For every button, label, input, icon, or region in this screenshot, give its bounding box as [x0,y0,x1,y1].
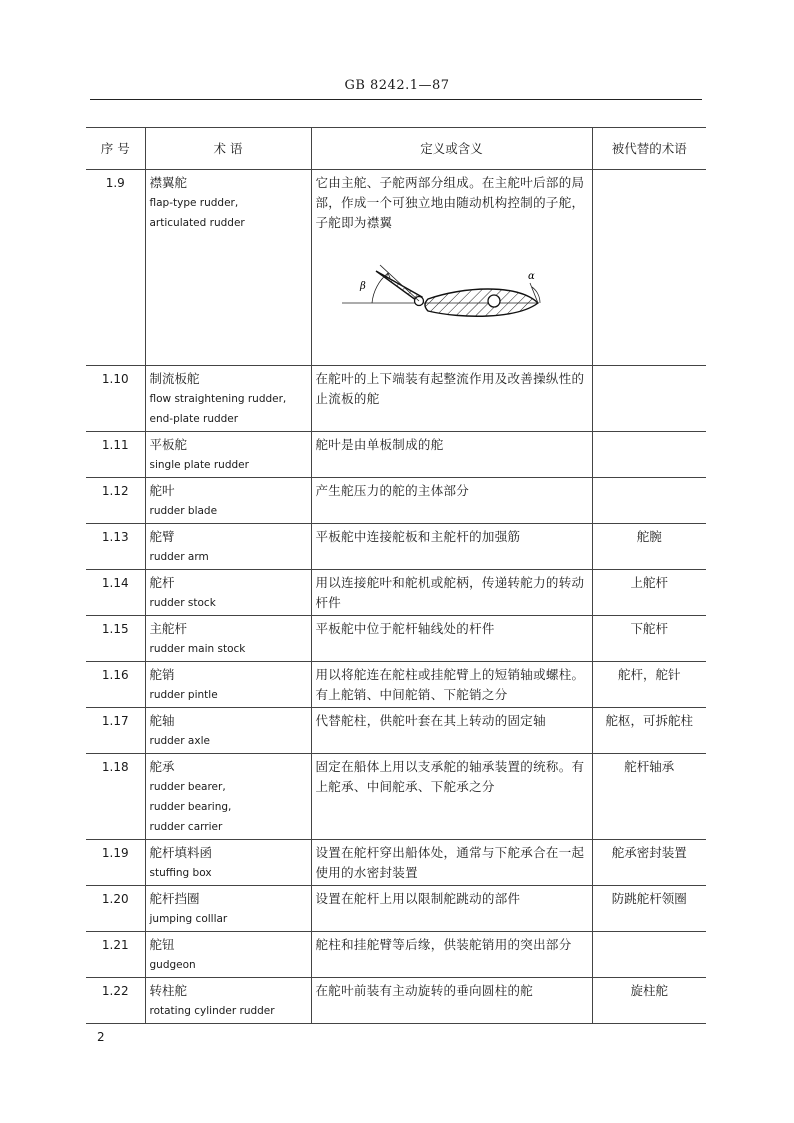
row-definition: 平板舵中位于舵杆轴线处的杆件 [311,616,592,662]
term-en: flap-type rudder, [149,197,239,209]
term-zh: 舵轴 [149,713,175,728]
row-no: 1.18 [86,754,145,840]
term-zh: 舵叶 [149,483,175,498]
term-zh: 舵钮 [149,937,175,952]
table-row [86,432,706,478]
terms-table [86,127,706,1024]
table-row [86,840,706,886]
row-definition: 在舵叶前装有主动旋转的垂向圆柱的舵 [311,978,592,1024]
row-replaced: 舵承密封装置 [592,840,706,886]
row-no: 1.20 [86,886,145,932]
term-en: gudgeon [149,959,196,971]
term-zh: 平板舵 [149,437,188,452]
row-no: 1.11 [86,432,145,478]
term-zh: 舵臂 [149,529,175,544]
row-definition: 用以连接舵叶和舵机或舵柄，传递转舵力的转动杆件 [311,570,592,616]
term-en: rudder bearing, [149,801,232,813]
row-replaced: 防跳舵杆领圈 [592,886,706,932]
term-zh: 舵承 [149,759,175,774]
row-term [145,524,311,570]
row-replaced [592,170,706,366]
term-en: rudder carrier [149,821,223,833]
row-definition: 设置在舵杆穿出船体处，通常与下舵承合在一起使用的水密封装置 [311,840,592,886]
standard-code-header: GB 8242.1—87 [344,78,450,93]
table-row [86,754,706,840]
row-definition: 用以将舵连在舵柱或挂舵臂上的短销轴或螺柱。有上舵销、中间舵销、下舵销之分 [311,662,592,708]
term-en: rudder axle [149,735,210,747]
row-term [145,570,311,616]
term-en: single plate rudder [149,459,249,471]
row-term [145,840,311,886]
row-replaced: 舵枢，可拆舵柱 [592,708,706,754]
row-definition [311,170,592,366]
row-definition: 产生舵压力的舵的主体部分 [311,478,592,524]
row-definition: 固定在船体上用以支承舵的轴承装置的统称。有上舵承、中间舵承、下舵承之分 [311,754,592,840]
row-no: 1.14 [86,570,145,616]
table-row [86,616,706,662]
row-term [145,708,311,754]
row-definition: 代替舵柱，供舵叶套在其上转动的固定轴 [311,708,592,754]
term-zh: 制流板舵 [149,371,200,386]
row-term [145,886,311,932]
row-definition: 舵叶是由单板制成的舵 [311,432,592,478]
flap-rudder-figure [342,261,542,333]
table-row [86,170,706,366]
row-replaced: 下舵杆 [592,616,706,662]
term-en: flow straightening rudder, [149,393,287,405]
term-zh: 襟翼舵 [149,175,188,190]
row-replaced [592,478,706,524]
row-no: 1.17 [86,708,145,754]
table-row [86,524,706,570]
term-zh: 转柱舵 [149,983,188,998]
term-en: rudder bearer, [149,781,226,793]
row-replaced: 舵杆轴承 [592,754,706,840]
row-replaced [592,432,706,478]
table-row [86,570,706,616]
row-term [145,616,311,662]
table-row [86,366,706,432]
row-replaced: 舵腕 [592,524,706,570]
row-replaced: 上舵杆 [592,570,706,616]
row-replaced [592,366,706,432]
table-row [86,662,706,708]
term-en: end-plate rudder [149,413,239,425]
row-definition: 舵柱和挂舵臂等后缘，供装舵销用的突出部分 [311,932,592,978]
main-rudder-shape [425,289,538,316]
table-row [86,478,706,524]
page-number: 2 [97,1030,105,1044]
rudder-stock-circle [488,295,500,307]
table-row [86,708,706,754]
row-definition: 在舵叶的上下端装有起整流作用及改善操纵性的止流板的舵 [311,366,592,432]
row-no: 1.12 [86,478,145,524]
term-en: stuffing box [149,867,212,879]
term-en: jumping colllar [149,913,228,925]
term-zh: 舵销 [149,667,175,682]
row-term [145,366,311,432]
table-row [86,978,706,1024]
row-replaced [592,932,706,978]
row-replaced: 舵杆，舵针 [592,662,706,708]
row-term [145,432,311,478]
row-no: 1.22 [86,978,145,1024]
row-definition: 设置在舵杆上用以限制舵跳动的部件 [311,886,592,932]
definition-text: 它由主舵、子舵两部分组成。在主舵叶后部的局部，作成一个可独立地由随动机构控制的子舵，子舵即为襟翼 [315,175,585,230]
term-en: rudder stock [149,597,216,609]
row-definition: 平板舵中连接舵板和主舵杆的加强筋 [311,524,592,570]
row-no: 1.10 [86,366,145,432]
term-zh: 舵杆挡圈 [149,891,200,906]
term-en: rotating cylinder rudder [149,1005,275,1017]
alpha-label: α [527,271,535,282]
term-en: rudder arm [149,551,209,563]
beta-label: β [359,281,366,292]
header-term: 术 语 [145,128,311,170]
table-row [86,932,706,978]
row-term [145,754,311,840]
table-row [86,886,706,932]
row-term [145,662,311,708]
header-no: 序 号 [86,128,145,170]
header-rule [90,99,702,100]
term-zh: 舵杆 [149,575,175,590]
header-definition: 定义或含义 [311,128,592,170]
term-en: articulated rudder [149,217,245,229]
row-no: 1.21 [86,932,145,978]
row-no: 1.9 [86,170,145,366]
header-replaced: 被代替的术语 [592,128,706,170]
term-en: rudder main stock [149,643,246,655]
term-en: rudder blade [149,505,218,517]
table-header-row [86,128,706,170]
row-term [145,978,311,1024]
term-zh: 舵杆填料函 [149,845,213,860]
row-term [145,932,311,978]
row-replaced: 旋柱舵 [592,978,706,1024]
row-no: 1.19 [86,840,145,886]
term-en: rudder pintle [149,689,218,701]
row-term [145,478,311,524]
flap-axis-line [380,265,419,301]
term-zh: 主舵杆 [149,621,188,636]
row-no: 1.13 [86,524,145,570]
row-term [145,170,311,366]
row-no: 1.15 [86,616,145,662]
row-no: 1.16 [86,662,145,708]
